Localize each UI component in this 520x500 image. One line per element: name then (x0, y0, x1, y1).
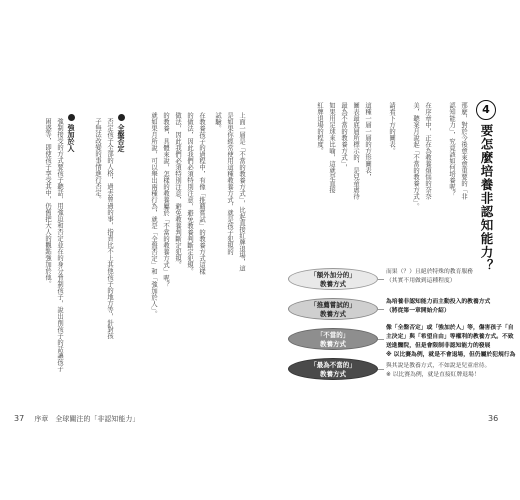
diagram-note-4: 與其說是教養方式，不如說是兒童虐待。 ※ 以比賽為例，就是直接紅牌退場！ (386, 363, 491, 378)
subheading-imposing: 強加於人 (67, 124, 75, 152)
body-line: 紅牌退場的程度。 (316, 102, 323, 154)
diagram-note-2: 為培養非認知能力而主動投入的教養方式 （將從第一章開始介紹） (386, 299, 491, 314)
body-line: 美，聽案月說起「不當的教養方式」。 (412, 102, 419, 210)
body-line: 是如果你經常使用這種教養方式，就是孩子犯規的 (226, 112, 233, 255)
connector-line (378, 339, 384, 340)
connector-line (378, 369, 384, 370)
section-number-badge: 4 (476, 100, 496, 120)
body-line: 試驗。 (214, 112, 221, 132)
diagram-layer-4: 「最為不當的」 教養方式 (288, 358, 378, 380)
body-line: 這種一層一層的方形圖表， (364, 102, 371, 180)
diagram-layer-1: 「額外加分的」 教養方式 (288, 268, 378, 290)
body-line: 的教養，具體來說，怎樣的教養屬於「不當的教養方式」呢？ (162, 112, 169, 288)
body-line: 困惑等，即使孩子享受其中，仍舊把大人的觀點強加於他。 (44, 118, 51, 287)
page-number-right: 36 (488, 414, 499, 423)
body-line: 認知能力」，究竟該如何培養呢？ (448, 102, 455, 197)
body-line: 在教養孩子的過程中，有像「推薦嘗試」的教養方式這樣 (198, 112, 205, 275)
body-line: 子無法改變的事情進行否定。 (94, 118, 101, 203)
body-line: 最為不當的教養方式」， (340, 102, 347, 171)
diagram-note-1: 而果（？）且絕於特殊的教育服務 （其實不用做到這種程度） (386, 269, 473, 284)
bullet-dot (68, 114, 75, 121)
running-head: 序章 全球關注的「非認知能力」 (34, 415, 140, 423)
diagram-layer-2: 「推薦嘗試的」 教養方式 (288, 298, 378, 320)
footer-left (14, 414, 139, 424)
diagram-note-3: 像「全盤否定」或「強加於人」等，傷害孩子「自 主決定」與「希望自由」等權利的教養方式。不致 送進醫院，但是會限制非認知能力的發展 ※ 以比賽為例，就是不會退場，但仍屬於犯規行為 (386, 325, 516, 358)
connector-line (378, 279, 384, 280)
page-number-left: 37 (14, 414, 25, 423)
section-title: 要怎麼培養非認知能力？ (479, 124, 494, 273)
subheading-total-denial: 全盤否定 (117, 124, 125, 152)
diagram-layer-3: 「不當的」 教養方式 (288, 328, 378, 350)
body-line: 如果用足球來比喻，這就是直接 (328, 102, 335, 193)
body-line: 請看下方的圖表。 (388, 102, 395, 154)
body-line: 的做法，因此我們必須特別注意，避免教養判斷定犯規。 (186, 112, 193, 275)
bullet-dot (118, 114, 125, 121)
body-line: 強制接受的方式要孩子聽話，用強迫和否定並在的身分脅制孩子，說出削孩子的話讓孩子 (56, 118, 63, 372)
body-line: 上面一層是「不當的教養方式」，比起直接紅牌退場，這 (238, 112, 245, 272)
body-line: 在序章中，正在為教養煩惱的奈奈 (424, 102, 431, 200)
body-line: 那麼，對於今後愈來愈重要的「非 (460, 102, 467, 200)
body-line: 否定孩子全部的人格，過去曾過的事，指責比不上其他孩子的地方等，針對孩 (106, 118, 113, 339)
body-line: 做法，因此我們必須特別注意，避免教養判斷定犯規。 (174, 112, 181, 268)
connector-line (378, 309, 384, 310)
body-line: 圖表最底層所標示的，是兒童虐待 (352, 102, 359, 200)
body-line: 就如果月所說，可以舉出兩種行為，就是「全盤否定」和「強加於人」。 (150, 112, 157, 317)
